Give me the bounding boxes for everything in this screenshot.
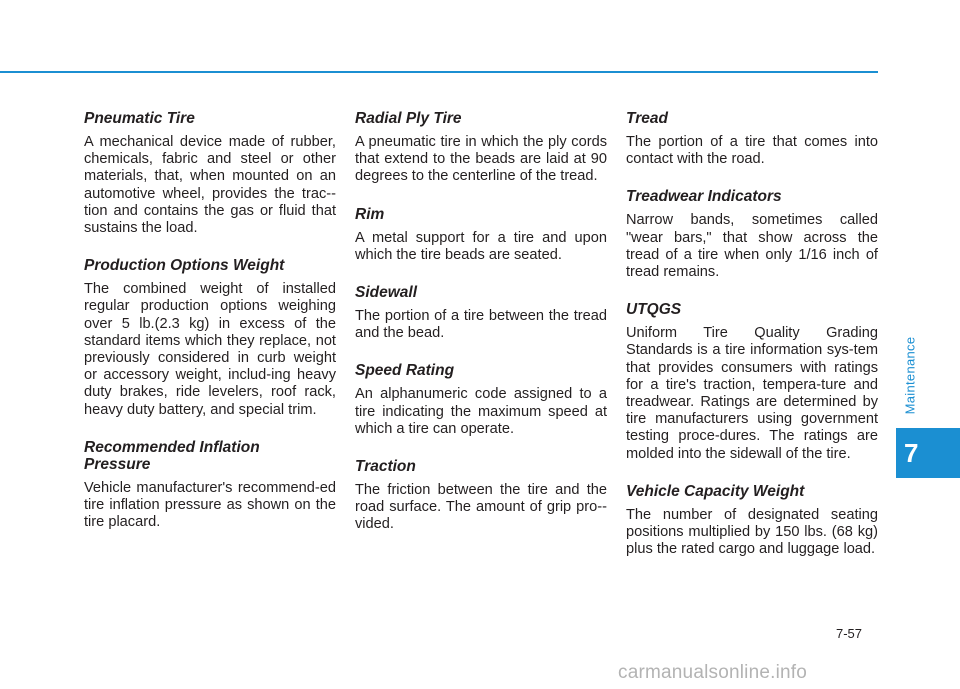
- glossary-term: Production Options Weight: [84, 257, 285, 275]
- glossary-entry: [355, 206, 607, 264]
- chapter-tab: [896, 428, 960, 478]
- glossary-entry: [355, 458, 607, 534]
- glossary-entry: [626, 110, 878, 168]
- glossary-term: Sidewall: [355, 284, 418, 302]
- glossary-definition: The portion of a tire between the tread and the bead.: [355, 308, 607, 342]
- glossary-entry: [355, 110, 607, 186]
- glossary-entry: [84, 110, 336, 237]
- header-rule: [0, 71, 878, 73]
- glossary-term: Tread: [626, 110, 668, 127]
- glossary-entry: [355, 284, 607, 342]
- glossary-definition: Uniform Tire Quality Grading Standards is a tire information sys-tem that provides consumers with ratings for a tire's traction, tempera-ture and treadwear. Ratings are determined by tire manufacturers using government testing proce-dures. The ratings are molded into the sidewall of the tire.: [626, 325, 878, 462]
- glossary-definition: A mechanical device made of rubber, chemicals, fabric and steel or other materials, that, when mounted on an automotive wheel, provides the trac-tion and contains the gas or fluid that sustains the load.: [84, 134, 336, 237]
- watermark-text: carmanualsonline.info: [618, 662, 808, 683]
- glossary-term: Pneumatic Tire: [84, 110, 195, 127]
- glossary-entry: [84, 439, 336, 532]
- glossary-definition: Vehicle manufacturer's recommend-ed tire inflation pressure as shown on the tire placard.: [84, 479, 336, 531]
- glossary-column-2: [355, 110, 607, 554]
- glossary-term: Speed Rating: [355, 362, 455, 380]
- glossary-term: Recommended Inflation Pressure: [84, 438, 260, 473]
- glossary-term: Vehicle Capacity Weight: [626, 482, 805, 500]
- glossary-definition: Narrow bands, sometimes called "wear bars," that show across the tread of a tire when only 1/16 inch of tread remains.: [626, 212, 878, 281]
- glossary-entry: [626, 301, 878, 463]
- glossary-definition: The portion of a tire that comes into contact with the road.: [626, 134, 878, 168]
- glossary-term: Rim: [355, 205, 385, 223]
- glossary-definition: A pneumatic tire in which the ply cords that extend to the beads are laid at 90 degrees to the centerline of the tread.: [355, 134, 607, 185]
- glossary-entry: [355, 362, 607, 438]
- glossary-definition: The combined weight of installed regular production options weighing over 5 lb.(2.3 kg) in excess of the standard items which they replace, not previously considered in curb weight or accessory weight, includ-ing heavy duty brakes, ride levelers, roof rack, heavy duty battery, and special trim.: [84, 281, 336, 418]
- glossary-definition: A metal support for a tire and upon which the tire beads are seated.: [355, 229, 607, 263]
- glossary-term: Radial Ply Tire: [355, 110, 462, 127]
- glossary-entry: [626, 483, 878, 559]
- glossary-definition: An alphanumeric code assigned to a tire indicating the maximum speed at which a tire can operate.: [355, 386, 607, 437]
- section-side-label: [896, 320, 924, 430]
- glossary-entry: [626, 188, 878, 281]
- chapter-number: 7: [904, 437, 919, 468]
- glossary-entry: [84, 257, 336, 419]
- page-number: 7-57: [836, 626, 863, 641]
- glossary-term: Traction: [355, 458, 416, 476]
- glossary-definition: The friction between the tire and the road surface. The amount of grip pro-vided.: [355, 482, 607, 533]
- glossary-column-3: [626, 110, 878, 578]
- glossary-term: UTQGS: [626, 301, 682, 319]
- section-label-text: Maintenance: [902, 336, 918, 414]
- glossary-column-1: [84, 110, 336, 551]
- glossary-term: Treadwear Indicators: [626, 188, 782, 206]
- glossary-definition: The number of designated seating positions multiplied by 150 lbs. (68 kg) plus the rated cargo and luggage load.: [626, 506, 878, 558]
